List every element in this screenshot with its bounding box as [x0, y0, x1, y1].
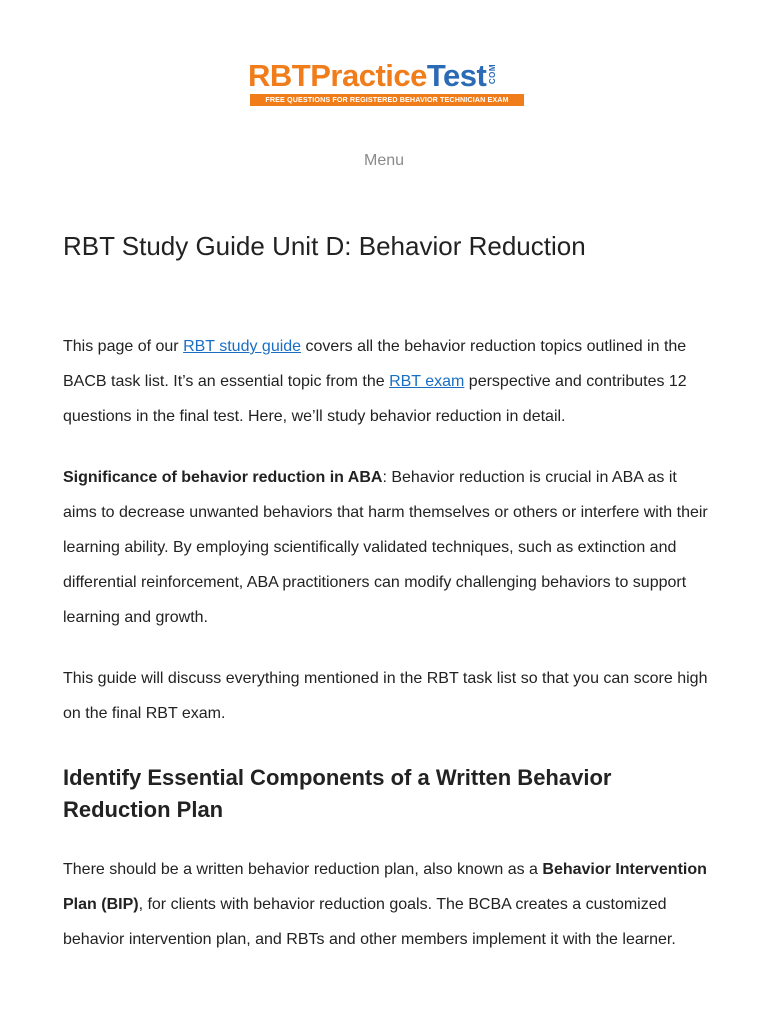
intro-paragraph	[63, 329, 708, 434]
significance-text: : Behavior reduction is crucial in ABA as it aims to decrease unwanted behaviors that harm themselves or others or interfere with their learning ability. By employing scientifically validated techniques, such as extinction and differential reinforcement, ABA practitioners can modify challenging behaviors to support learning and growth.	[63, 469, 708, 626]
article	[63, 228, 708, 957]
significance-paragraph	[63, 460, 708, 635]
logo-com: COM	[488, 64, 498, 85]
page-title: RBT Study Guide Unit D: Behavior Reduction	[63, 231, 586, 261]
site-logo[interactable]	[248, 58, 528, 108]
guide-paragraph: This guide will discuss everything mentioned in the RBT task list so that you can score high on the final RBT exam.	[63, 670, 708, 722]
rbt-study-guide-link[interactable]: RBT study guide	[183, 338, 302, 355]
intro-text-1: This page of our	[63, 338, 184, 355]
significance-heading: Significance of behavior reduction in ABA	[63, 469, 383, 486]
intro-text-3: perspective and contributes 12 questions in the final test. Here, we’ll study behavior reduction in detail.	[63, 373, 687, 425]
logo-wordmark	[248, 58, 528, 94]
bip-text-1: There should be a written behavior reduction plan, also known as a	[63, 861, 543, 878]
logo-test: Test	[426, 58, 487, 93]
bip-term: Behavior Intervention Plan (BIP)	[63, 861, 707, 913]
logo-practice: Practice	[310, 58, 427, 93]
logo-tagline: FREE QUESTIONS FOR REGISTERED BEHAVIOR TECHNICIAN EXAM	[250, 94, 524, 106]
intro-text-2: covers all the behavior reduction topics outlined in the BACB task list. It’s an essential topic from the	[63, 338, 687, 390]
rbt-exam-link[interactable]: RBT exam	[389, 373, 465, 390]
menu-button[interactable]: Menu	[363, 152, 405, 169]
logo-rbt: RBT	[248, 58, 311, 93]
bip-paragraph	[63, 852, 708, 957]
bip-text-2: , for clients with behavior reduction goals. The BCBA creates a customized behavior intervention plan, and RBTs and other members implement it with the learner.	[63, 896, 676, 948]
section-heading: Identify Essential Components of a Written Behavior Reduction Plan	[63, 765, 612, 822]
